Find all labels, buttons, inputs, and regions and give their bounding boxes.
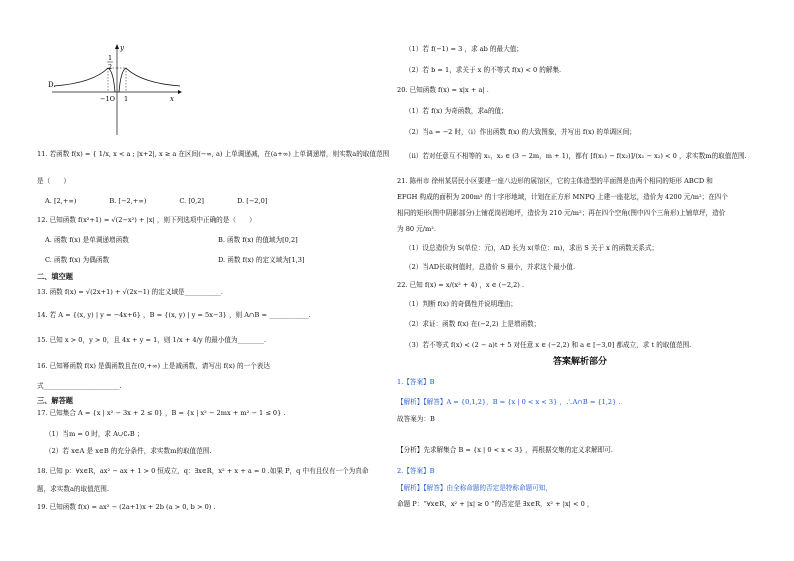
section-fill-blank: 二、填空题	[37, 272, 73, 281]
answer-2-solution: 【解析】【解答】由全称命题的否定是特称命题可知，	[397, 484, 552, 492]
question-19: 19. 已知函数 f(x) = ax² − (2a+1)x + 2b (a > 0, b > 0) .	[37, 503, 216, 511]
question-12-option-b: B. 函数 f(x) 的值域为[0,2]	[218, 236, 298, 244]
graph-top-val: 1	[108, 54, 113, 62]
question-16-line1: 16. 已知幂函数 f(x) 是偶函数且在(0,+∞) 上是减函数，请写出 f(x) 的一个表达	[37, 362, 270, 370]
question-12-option-a: A. 函数 f(x) 是单调递增函数	[45, 236, 129, 244]
answer-2-negation: 命题 P：“∀x∈R，x² + |x| ≥ 0 ”的否定是 ∃x∈R，x² + |x| < 0 ，	[397, 500, 594, 508]
question-17: 17. 已知集合 A = {x | x² − 3x + 2 ≤ 0} ，B = {x | x² − 2mx + m² − 1 ≤ 0} .	[37, 409, 286, 417]
question-20-part2i: （2）当a = −2 时，（i）作出函数 f(x) 的大致图象，并写出 f(x) 的单调区间；	[405, 128, 636, 136]
question-22-part1: （1）判断 f(x) 的奇偶性并说明理由；	[405, 300, 518, 308]
question-17-part2: （2）若 x∈A 是 x∈B 的充分条件，求实数m的取值范围.	[45, 447, 212, 455]
answer-1-result: 故答案为：B	[397, 415, 435, 423]
question-13: 13. 函数 f(x) = √(2x+1) + √(2x−1) 的定义域是___________.	[37, 288, 223, 296]
question-18-line2: 题，求实数a的取值范围.	[37, 485, 109, 493]
graph-tick-left: −1O	[100, 95, 115, 103]
section-solutions: 三、解答题	[37, 396, 73, 405]
question-19-part1: （1）若 f(−1) = 3 ，求 ab 的最大值；	[405, 45, 523, 53]
option-d-graph	[40, 40, 200, 140]
question-11-line1: 11. 若函数 f(x) = { 1/x, x < a ; |x+2|, x ≥ a 在区间(−∞, a) 上单调递减，在(a+∞) 上单调递增，则实数a的取值范围	[37, 150, 390, 158]
graph-y-label: y	[120, 44, 124, 52]
graph-option-label: D.	[48, 81, 56, 89]
answer-2-label: 2.【答案】B	[397, 467, 435, 475]
question-12-option-d: D. 函数 f(x) 的定义域为[1,3]	[218, 256, 305, 264]
question-11-line2: 是（ ）	[37, 177, 70, 185]
question-12-option-c: C. 函数 f(x) 为偶函数	[45, 256, 110, 264]
question-20-part1: （1）若 f(x) 为奇函数，求a的值；	[405, 107, 508, 115]
answer-1-label: 1.【答案】B	[397, 378, 435, 386]
graph-x-label: x	[170, 95, 174, 103]
question-21-line2: EFGH 构成的面积为 200m² 的十字形地域，计划在正方形 MNPQ 上建一座花坛，造价为 4200 元/m²；在四个	[397, 193, 729, 201]
question-22-part3: （3）若不等式 f(x) < (2 − a)t + 5 对任意 x ∈ (−2,2) 和 a ∈ [−3,0] 都成立，求 t 的取值范围.	[405, 341, 692, 349]
question-18-line1: 18. 已知 p：∀x∈R，ax² − ax + 1 > 0 恒成立，q：∃x∈R，x² + x + a = 0 .如果 P，q 中有且仅有一个为真命	[37, 467, 369, 475]
question-22: 22. 已知 f(x) = x/(x² + 4) ，x ∈ (−2,2) .	[397, 281, 525, 289]
question-15: 15. 已知 x > 0，y > 0，且 4x + y = 1，则 1/x + 4/y 的最小值为________.	[37, 336, 267, 344]
question-16-line2: 式_______________________.	[37, 382, 122, 390]
graph-tick-right: 1	[124, 95, 129, 103]
question-21-part1: （1）设总造价为 S(单位：元)，AD 长为 x(单位：m)，求出 S 关于 x 的函数关系式；	[405, 244, 659, 252]
answers-title: 答案解析部分	[553, 357, 608, 367]
graph-top-den: 2	[108, 63, 113, 71]
question-12: 12. 已知函数 f(x²+1) = √(2−x²) + |x| ，则下列选项中正确的是（ ）	[37, 216, 256, 224]
answer-1-solution: 【解析】【解答】A = {0,1,2}，B = {x | 0 < x < 3} ，∴A∩B = {1,2} .	[397, 398, 621, 406]
question-21-line4: 为 80 元/m².	[397, 225, 436, 233]
question-20: 20. 已知函数 f(x) = x|x + a| .	[397, 86, 489, 94]
question-17-part1: （1）当m = 0 时，求 A∪∁ᵣB ；	[45, 430, 144, 438]
answer-1-analysis: 【分析】先求解集合 B = {x | 0 < x < 3} ，再根据交集的定义求解即可.	[397, 446, 613, 454]
question-19-part2: （2）若 b = 1，求关于 x 的不等式 f(x) < 0 的解集.	[405, 66, 562, 74]
question-20-part2ii: （ii）若对任意互不相等的 x₁，x₂ ∈ (3 − 2m，m + 1)，都有 [f(x₁) − f(x₂)]/(x₁ − x₂) < 0 ，求实数m的取值范围.	[405, 152, 747, 160]
question-11-options: A. [2,+∞) B. [−2,+∞) C. [0,2] D. [−2,0]	[45, 197, 268, 205]
question-21-line3: 相同的矩形(图中阴影部分)上铺花岗岩地坪，造价为 210 元/m²；再在四个空角(图中四个三角形)上铺草坪，造价	[397, 209, 726, 217]
question-22-part2: （2）求证：函数 f(x) 在(−2,2) 上是增函数；	[405, 320, 541, 328]
question-14: 14. 若 A = {(x, y) | y = −4x+6} ，B = {(x, y) | y = 5x−3} ，则 A∩B = ____________.	[37, 311, 311, 319]
question-21-line1: 21. 陈州市 徐州某居民小区要建一座八边形的展馆区，它的主体造型的平面图是由两个相同的矩形 ABCD 和	[397, 177, 713, 185]
question-21-part2: （2）当AD长取何值时，总造价 S 最小，并求这个最小值.	[405, 263, 576, 271]
